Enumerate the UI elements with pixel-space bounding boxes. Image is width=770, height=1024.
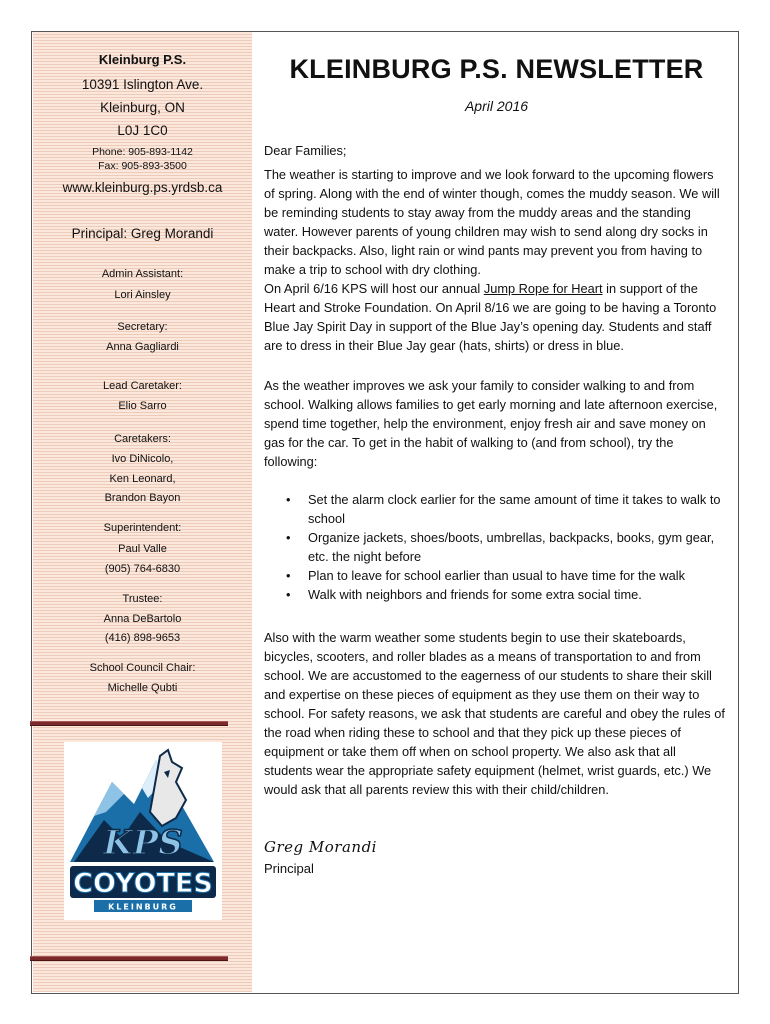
list-item: • Plan to leave for school earlier than usual to have time for the walk xyxy=(286,566,726,585)
trustee-label: Trustee: xyxy=(122,593,163,605)
superintendent-name: Paul Valle xyxy=(118,543,167,555)
walking-tips-list xyxy=(286,490,726,604)
admin-assistant-name: Lori Ainsley xyxy=(114,289,171,301)
address-line-1: 10391 Islington Ave. xyxy=(81,77,204,92)
postal-code: L0J 1C0 xyxy=(117,123,168,138)
trustee-name: Anna DeBartolo xyxy=(103,613,182,625)
list-item: • Organize jackets, shoes/boots, umbrellas, backpacks, books, gym gear, etc. the night before xyxy=(286,528,726,566)
phone: Phone: 905-893-1142 xyxy=(92,146,193,158)
coyotes-logo xyxy=(64,742,222,920)
council-chair-name: Michelle Qubti xyxy=(107,682,178,694)
events-text-end: in support of the Heart and Stroke Foundation. On April 8/16 we are going to be having a Toronto Blue Jay Spirit Day in support of the Blue Jay’s opening day. Students and staff are to dress in their Blue Jay gear (hats, shirts) or dress in blue. xyxy=(264,281,717,353)
events-text-start: On April 6/16 KPS will host our annual xyxy=(264,281,484,296)
svg-text:COYOTES: COYOTES xyxy=(73,868,213,899)
newsletter-title: KLEINBURG P.S. NEWSLETTER xyxy=(289,54,704,84)
principal: Principal: Greg Morandi xyxy=(71,226,214,241)
divider-bar-top xyxy=(30,721,228,726)
jump-rope-link[interactable]: Jump Rope for Heart xyxy=(483,281,603,296)
svg-text:KPS: KPS xyxy=(103,823,183,863)
paragraph-events xyxy=(264,279,726,355)
paragraph-weather: The weather is starting to improve and we look forward to the upcoming flowers of spring. Along with the end of winter though, comes the muddy season. We will be reminding students to stay away from the muddy areas and the standing water. However parents of young children may wish to send along dry socks in their backpacks. Also, light rain or wind pants may prevent you from having to make a trip to school with dry clothing. xyxy=(264,167,720,277)
address-line-2: Kleinburg, ON xyxy=(100,100,185,115)
superintendent-label: Superintendent: xyxy=(103,522,182,534)
signature-title: Principal xyxy=(264,861,314,876)
signature: Greg Morandi xyxy=(264,838,377,856)
fax: Fax: 905-893-3500 xyxy=(98,160,187,172)
school-name: Kleinburg P.S. xyxy=(98,52,187,67)
secretary-name: Anna Gagliardi xyxy=(106,341,179,353)
lead-caretaker-label: Lead Caretaker: xyxy=(103,380,182,392)
lead-caretaker-name: Elio Sarro xyxy=(118,400,167,412)
council-chair-label: School Council Chair: xyxy=(89,662,196,674)
divider-bar-bottom xyxy=(30,956,228,961)
trustee-phone: (416) 898-9653 xyxy=(104,632,181,644)
caretakers-label: Caretakers: xyxy=(114,433,171,445)
admin-assistant-label: Admin Assistant: xyxy=(101,268,184,280)
list-item: • Set the alarm clock earlier for the same amount of time it takes to walk to school xyxy=(286,490,726,528)
paragraph-walking: As the weather improves we ask your family to consider walking to and from school. Walking allows families to get early morning and late afternoon exercise, spend time together, help the environment, enjoy fresh air and save money on gas for the car. To get in the habit of walking to (and from school), try the following: xyxy=(264,378,718,469)
list-item: • Walk with neighbors and friends for some extra social time. xyxy=(286,585,726,604)
caretaker-3: Brandon Bayon xyxy=(104,492,181,504)
website-link[interactable]: www.kleinburg.ps.yrdsb.ca xyxy=(62,180,223,195)
superintendent-phone: (905) 764-6830 xyxy=(104,563,181,575)
svg-text:KLEINBURG: KLEINBURG xyxy=(108,902,178,912)
secretary-label: Secretary: xyxy=(117,321,168,333)
greeting: Dear Families; xyxy=(264,143,347,158)
caretaker-2: Ken Leonard, xyxy=(109,473,176,485)
coyote-howl-icon xyxy=(64,742,222,920)
newsletter-date: April 2016 xyxy=(464,98,529,114)
caretaker-1: Ivo DiNicolo, xyxy=(111,453,174,465)
paragraph-safety: Also with the warm weather some students begin to use their skateboards, bicycles, scooters, and roller blades as a means of transportation to and from school. We are accustomed to the eagerness of our students to share their skill and expertise on these pieces of equipment as they use them on their way to school. For safety reasons, we ask that students are careful and obey the rules of the road when riding these to school and that they pick up these pieces of equipment or take them off when on school property. We also ask that all students wear the appropriate safety equipment (helmet, wrist guards, etc.) We would ask that all parents review this with their child/children. xyxy=(264,630,725,797)
